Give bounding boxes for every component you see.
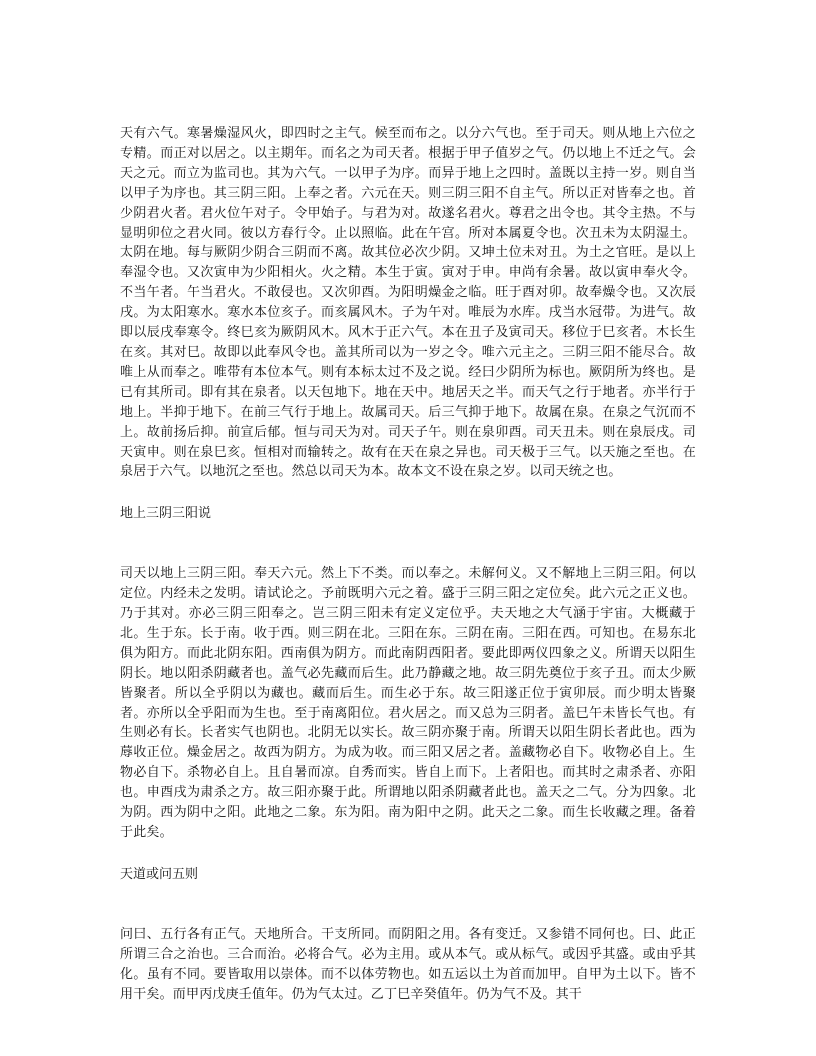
body-paragraph-3: 问曰、五行各有正气。天地所合。干支所同。而阴阳之用。各有变迁。又参错不同何也。曰、此正所谓三合之治也。三合而治。必将合气。必为主用。或从本气。或从标气。或因乎其盛。或由乎其化。虽有不同。要皆取用以崇体。而不以体劳物也。如五运以土为首而加甲。自甲为土以下。皆不用干矣。而甲丙戊庚壬值年。仍为气太过。乙丁巳辛癸值年。仍为气不及。其干 [120,926,696,1002]
section-heading-2: 天道或问五则 [120,866,199,882]
document-page [120,124,696,1004]
body-paragraph-1: 天有六气。寒暑燥湿风火，即四时之主气。候至而布之。以分六气也。至于司天。则从地上六位之专精。而正对以居之。以主期年。而名之为司天者。根据于甲子值岁之气。仍以地上不迁之气。会天之元。而立为监司也。其为六气。一以甲子为序。而异于地上之四时。盖既以主持一岁。则自当以甲子为序也。其三阴三阳。上奉之者。六元在天。则三阴三阳不自主气。所以正对皆奉之也。首少阴君火者。君火位午对子。令甲始子。与君为对。故遂名君火。尊君之出令也。其令主热。不与显明卯位之君火同。彼以方春行令。止以照临。此在午宫。所对本属夏令也。次丑未为太阴湿土。太阴在地。每与厥阴少阴合三阴而不离。故其位必次少阴。又坤土位未对丑。为土之官旺。是以上奉湿令也。又次寅申为少阳相火。火之精。本生于寅。寅对于申。申尚有余暑。故以寅申奉火令。不当午者。午当君火。不敢侵也。又次卯酉。为阳明燥金之临。旺于酉对卯。故奉燥令也。又次辰戌。为太阳寒水。寒水本位亥子。而亥属风木。子为午对。唯辰为水库。戌当水冠带。为进气。故即以辰戌奉寒令。终巳亥为厥阴风木。风木于正六气。本在丑子及寅司天。移位于巳亥者。木长生在亥。其对巳。故即以此奉风令也。盖其所司以为一岁之令。唯六元主之。三阴三阳不能尽合。故唯上从而奉之。唯带有本位本气。则有本标太过不及之说。经曰少阴所为标也。厥阴所为终也。是已有其所司。即有其在泉者。以天包地下。地在天中。地居天之半。而天气之行于地者。亦半行于地上。半抑于地下。在前三气行于地上。故属司天。后三气抑于地下。故属在泉。在泉之气沉而不上。故前扬后抑。前宣后郁。恒与司天为对。司天子午。则在泉卯酉。司天丑未。则在泉辰戌。司天寅申。则在泉巳亥。恒相对而输转之。故有在天在泉之异也。司天极于三气。以天施之至也。在泉居于六气。以地沉之至也。然总以司天为本。故本文不设在泉之岁。以司天统之也。 [120,126,696,480]
body-paragraph-2: 司天以地上三阴三阳。奉天六元。然上下不类。而以奉之。未解何义。又不解地上三阴三阳。何以定位。内经未之发明。请试论之。予前既明六元之着。盛于三阴三阳之定位矣。此六元之正义也。乃于其对。亦必三阴三阳奉之。岂三阴三阳未有定义定位乎。夫天地之大气涵于宇宙。大概藏于北。生于东。长于南。收于西。则三阴在北。三阳在东。三阴在南。三阳在西。可知也。在易东北俱为阳方。而此北阴东阳。西南俱为阴方。而此南阴西阳者。要此即两仪四象之义。所谓天以阳生阴长。地以阳杀阴藏者也。盖气必先藏而后生。此乃静藏之地。故三阴先奠位于亥子丑。而太少厥皆聚者。所以全乎阴以为藏也。藏而后生。而生必于东。故三阳遂正位于寅卯辰。而少明太皆聚者。亦所以全乎阳而为生也。至于南离阳位。君火居之。而又总为三阴者。盖巳午未皆长气也。有生则必有长。长者实气也阴也。北阴无以实长。故三阴亦聚于南。所谓天以阳生阴长者此也。西为蓐收正位。燥金居之。故西为阴方。为成为收。而三阳又居之者。盖藏物必自下。收物必自上。生物必自下。杀物必自上。且自暑而凉。自秀而实。皆自上而下。上者阳也。而其时之肃杀者、亦阳也。申酉戌为肃杀之方。故三阳亦聚于此。所谓地以阳杀阴藏者此也。盖天之二气。分为四象。北为阴。西为阴中之阳。此地之二象。东为阳。南为阳中之阴。此天之二象。而生长收藏之理。备着于此矣。 [120,566,696,840]
section-heading-1: 地上三阴三阳说 [120,506,212,522]
